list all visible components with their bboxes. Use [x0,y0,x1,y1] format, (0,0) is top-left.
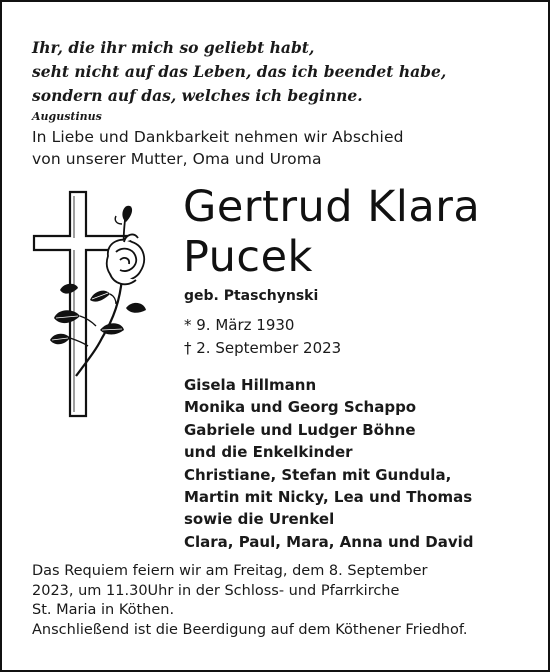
name-line: Pucek [183,232,313,282]
intro-line: von unserer Mutter, Oma und Uroma [32,150,322,168]
intro-line: In Liebe und Dankbarkeit nehmen wir Abschied [32,128,404,146]
mourner-line: Monika und Georg Schappo [184,398,417,417]
quote-line: sondern auf das, welches ich beginne. [32,86,363,105]
epitaph-quote [32,36,446,126]
deceased-name [183,182,480,282]
name-line: Gertrud Klara [183,182,481,232]
mourner-line: Gisela Hillmann [184,376,317,394]
mourner-line: sowie die Urenkel [184,510,335,529]
birth-name: geb. Ptaschynski [184,288,319,304]
service-details [32,562,468,640]
mourner-line: Martin mit Nicky, Lea und Thomas [184,488,473,507]
mourner-line: Christiane, Stefan mit Gundula, [184,465,452,484]
service-line: 2023, um 11.30Uhr in der Schloss- und Pfarrkirche [32,582,400,599]
mourner-line: und die Enkelkinder [184,443,353,462]
mourners-list [184,374,474,553]
life-dates [184,314,341,360]
service-line: St. Maria in Köthen. [32,602,175,618]
quote-line: seht nicht auf das Leben, das ich beendet habe, [32,62,447,81]
cross-with-rose-icon [30,190,160,425]
service-line: Anschließend ist die Beerdigung auf dem Köthener Friedhof. [32,621,468,638]
service-line: Das Requiem feiern wir am Freitag, dem 8. September [32,563,428,579]
mourner-line: Gabriele und Ludger Böhne [184,420,416,439]
quote-line: Ihr, die ihr mich so geliebt habt, [32,38,315,57]
death-date: † 2. September 2023 [184,339,342,357]
intro-text [32,126,404,170]
quote-author: Augustinus [32,110,102,123]
mourner-line: Clara, Paul, Mara, Anna und David [184,532,474,551]
birth-date: * 9. März 1930 [184,316,295,334]
